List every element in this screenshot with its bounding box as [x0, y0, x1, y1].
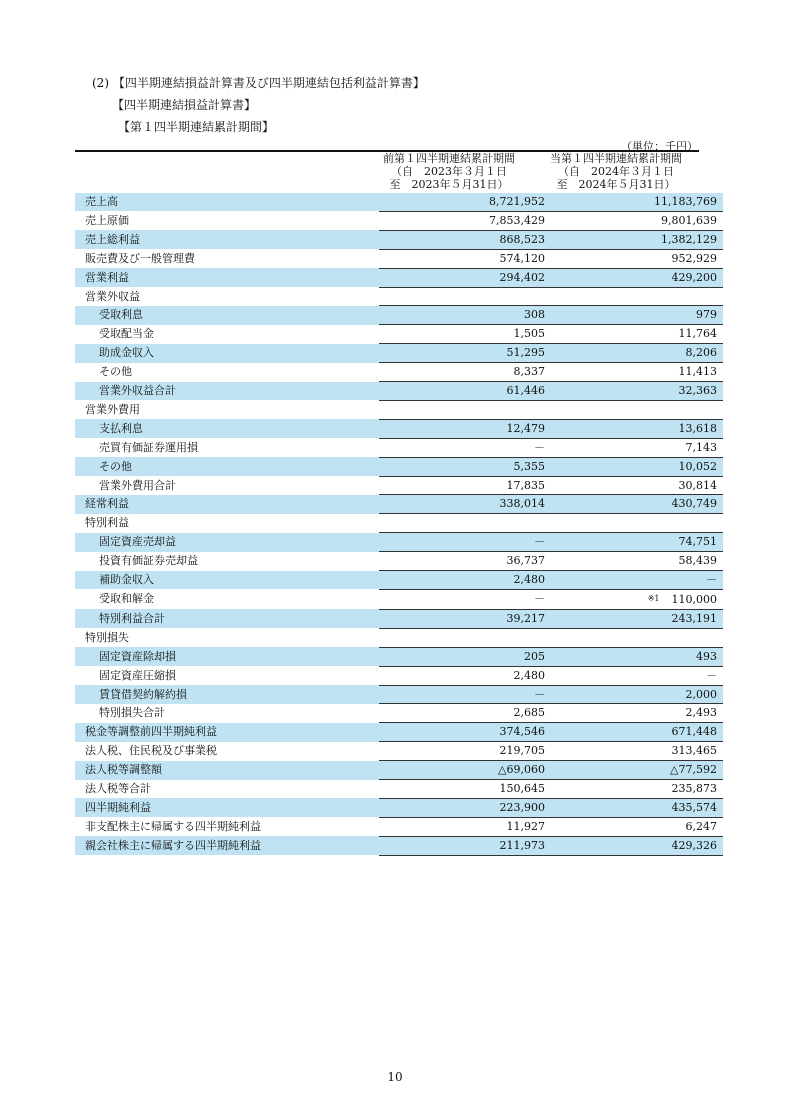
curr-period-value: －	[551, 666, 723, 685]
table-row	[75, 609, 723, 628]
row-label: 特別損失	[85, 630, 129, 644]
curr-period-value	[551, 589, 723, 609]
curr-period-value: 9,801,639	[551, 211, 723, 230]
row-label: 経常利益	[75, 495, 379, 514]
table-row	[75, 704, 723, 723]
curr-period-value: 8,206	[551, 344, 723, 363]
table-row	[75, 514, 723, 533]
income-statement-table	[75, 193, 723, 856]
curr-period-value: 11,413	[551, 363, 723, 382]
curr-period-value: 7,143	[551, 438, 723, 457]
row-label: 特別利益合計	[75, 609, 379, 628]
table-row	[75, 457, 723, 476]
footnote-marker: ※1	[647, 593, 660, 603]
column-header-line: 至 2023年５月31日）	[389, 178, 509, 191]
table-row	[75, 589, 723, 609]
row-label: 固定資産圧縮損	[99, 668, 176, 682]
prev-period-value	[379, 400, 551, 419]
row-label: 受取和解金	[99, 592, 154, 606]
row-label: 親会社株主に帰属する四半期純利益	[75, 836, 379, 855]
row-label: 固定資産除却損	[75, 647, 379, 666]
curr-period-value: 313,465	[551, 742, 723, 761]
row-label: 非支配株主に帰属する四半期純利益	[85, 819, 261, 833]
table-row	[75, 400, 723, 419]
curr-period-value: 32,363	[551, 382, 723, 401]
column-header-line: 当第１四半期連結累計期間	[550, 152, 682, 165]
row-label: 固定資産売却益	[75, 533, 379, 552]
curr-period-value	[551, 287, 723, 306]
table-row	[75, 533, 723, 552]
row-label: 営業外費用	[85, 402, 140, 416]
curr-period-value: △77,592	[551, 761, 723, 780]
prev-period-value: 219,705	[379, 742, 551, 761]
curr-period-value: 671,448	[551, 723, 723, 742]
prev-period-value: 1,505	[379, 325, 551, 344]
table-row	[75, 287, 723, 306]
row-label: 助成金収入	[75, 344, 379, 363]
table-row	[75, 628, 723, 647]
curr-period-value	[551, 514, 723, 533]
curr-period-value: 6,247	[551, 817, 723, 836]
prev-period-value: 2,480	[379, 666, 551, 685]
row-label: 営業利益	[75, 268, 379, 287]
table-row	[75, 817, 723, 836]
prev-period-value: 294,402	[379, 268, 551, 287]
prev-period-value: －	[379, 685, 551, 704]
prev-period-value: 51,295	[379, 344, 551, 363]
row-label: 売上総利益	[75, 230, 379, 249]
period-heading: 【第１四半期連結累計期間】	[118, 120, 275, 134]
row-label: 法人税等調整額	[75, 761, 379, 780]
curr-period-value: 30,814	[551, 476, 723, 495]
table-row	[75, 476, 723, 495]
prev-period-value: －	[379, 438, 551, 457]
curr-period-value: 979	[551, 306, 723, 325]
table-row	[75, 306, 723, 325]
row-label: 投資有価証券売却益	[99, 554, 198, 568]
table-row	[75, 230, 723, 249]
row-label: 営業外収益	[85, 289, 140, 303]
prev-period-value: 574,120	[379, 249, 551, 268]
row-label: 売買有価証券運用損	[99, 440, 198, 454]
prev-period-value: －	[379, 533, 551, 552]
prev-period-value	[379, 628, 551, 647]
statement-heading: 【四半期連結損益計算書】	[112, 98, 257, 112]
row-label: 四半期純利益	[75, 798, 379, 817]
row-label: 売上高	[75, 193, 379, 211]
section-heading: (2) 【四半期連結損益計算書及び四半期連結包括利益計算書】	[92, 76, 425, 90]
row-label: その他	[75, 457, 379, 476]
prev-period-value: 374,546	[379, 723, 551, 742]
column-header-prev-period	[366, 152, 532, 191]
prev-period-value: 5,355	[379, 457, 551, 476]
prev-period-value: 211,973	[379, 836, 551, 855]
prev-period-value	[379, 514, 551, 533]
table-row	[75, 325, 723, 344]
curr-period-value	[551, 400, 723, 419]
prev-period-value: 8,337	[379, 363, 551, 382]
table-row	[75, 344, 723, 363]
prev-period-value: 61,446	[379, 382, 551, 401]
table-row	[75, 249, 723, 268]
curr-period-value	[551, 628, 723, 647]
table-row	[75, 666, 723, 685]
curr-period-value: 429,326	[551, 836, 723, 855]
table-row	[75, 495, 723, 514]
curr-period-value: 74,751	[551, 533, 723, 552]
table-row	[75, 193, 723, 211]
column-header-line: （自 2023年３月１日	[391, 165, 507, 178]
income-statement-body	[75, 193, 723, 855]
row-label: 補助金収入	[75, 571, 379, 590]
column-header-line: 前第１四半期連結累計期間	[383, 152, 515, 165]
row-label: その他	[99, 365, 132, 379]
curr-period-value: 58,439	[551, 552, 723, 571]
prev-period-value: 2,480	[379, 571, 551, 590]
table-row	[75, 552, 723, 571]
curr-period-value: 2,493	[551, 704, 723, 723]
table-row	[75, 571, 723, 590]
prev-period-value: 150,645	[379, 780, 551, 799]
table-row	[75, 798, 723, 817]
prev-period-value: △69,060	[379, 761, 551, 780]
curr-period-value: 243,191	[551, 609, 723, 628]
curr-period-value: －	[551, 571, 723, 590]
table-row	[75, 211, 723, 230]
table-row	[75, 647, 723, 666]
prev-period-value: 11,927	[379, 817, 551, 836]
curr-period-value: 1,382,129	[551, 230, 723, 249]
row-label: 税金等調整前四半期純利益	[75, 723, 379, 742]
table-row	[75, 685, 723, 704]
prev-period-value: 868,523	[379, 230, 551, 249]
row-label: 特別利益	[85, 516, 129, 530]
row-label: 販売費及び一般管理費	[85, 251, 195, 265]
curr-period-value: 429,200	[551, 268, 723, 287]
curr-period-value: 235,873	[551, 780, 723, 799]
row-label: 賃貸借契約解約損	[75, 685, 379, 704]
row-label: 受取利息	[75, 306, 379, 325]
table-row	[75, 761, 723, 780]
row-label: 支払利息	[75, 419, 379, 438]
table-row	[75, 363, 723, 382]
prev-period-value: 12,479	[379, 419, 551, 438]
table-row	[75, 382, 723, 401]
curr-period-value: 430,749	[551, 495, 723, 514]
curr-period-value: 13,618	[551, 419, 723, 438]
row-label: 特別損失合計	[99, 706, 165, 720]
prev-period-value: 17,835	[379, 476, 551, 495]
curr-period-value: 952,929	[551, 249, 723, 268]
prev-period-value: 338,014	[379, 495, 551, 514]
prev-period-value: 36,737	[379, 552, 551, 571]
prev-period-value: －	[379, 589, 551, 609]
table-row	[75, 268, 723, 287]
row-label: 営業外収益合計	[75, 382, 379, 401]
row-label: 法人税等合計	[85, 782, 151, 796]
row-label: 受取配当金	[99, 327, 154, 341]
curr-period-amount: 110,000	[671, 592, 717, 606]
prev-period-value: 8,721,952	[379, 193, 551, 211]
prev-period-value: 39,217	[379, 609, 551, 628]
prev-period-value: 205	[379, 647, 551, 666]
prev-period-value: 7,853,429	[379, 211, 551, 230]
row-label: 営業外費用合計	[99, 478, 176, 492]
curr-period-value: 493	[551, 647, 723, 666]
table-row	[75, 780, 723, 799]
column-header-line: （自 2024年３月１日	[558, 165, 674, 178]
prev-period-value: 223,900	[379, 798, 551, 817]
column-header-line: 至 2024年５月31日）	[556, 178, 676, 191]
curr-period-value: 11,764	[551, 325, 723, 344]
curr-period-value: 435,574	[551, 798, 723, 817]
table-row	[75, 742, 723, 761]
unit-label: （単位：千円）	[621, 140, 698, 153]
row-label: 売上原価	[85, 213, 129, 227]
curr-period-value: 10,052	[551, 457, 723, 476]
table-row	[75, 836, 723, 855]
prev-period-value	[379, 287, 551, 306]
curr-period-value: 11,183,769	[551, 193, 723, 211]
row-label: 法人税、住民税及び事業税	[85, 744, 217, 758]
table-row	[75, 419, 723, 438]
table-row	[75, 723, 723, 742]
curr-period-value: 2,000	[551, 685, 723, 704]
prev-period-value: 308	[379, 306, 551, 325]
column-header-curr-period	[533, 152, 699, 191]
prev-period-value: 2,685	[379, 704, 551, 723]
page-number: 10	[387, 1070, 403, 1084]
table-row	[75, 438, 723, 457]
